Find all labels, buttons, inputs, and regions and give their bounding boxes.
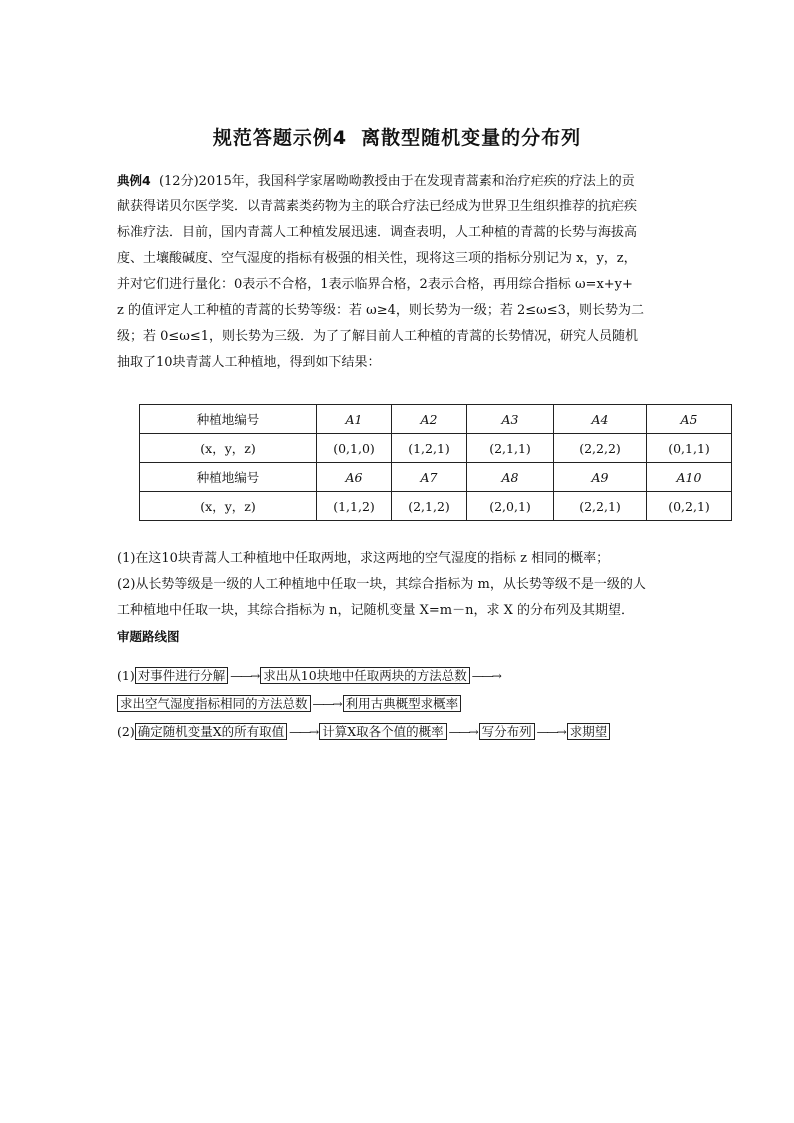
table-cell: A9 — [554, 463, 647, 492]
flow-2 — [117, 720, 679, 744]
table-cell: (1,1,2) — [317, 492, 392, 521]
table-header-cell: (x，y，z) — [140, 492, 317, 521]
table-row — [140, 434, 732, 463]
table-row — [140, 492, 732, 521]
table-cell: A1 — [317, 405, 392, 434]
example-line-6: z 的值评定人工种植的青蒿的长势等级：若 ω≥4，则长势为一级；若 2≤ω≤3，则长势为二 — [117, 303, 644, 318]
table-cell: (2,1,2) — [392, 492, 467, 521]
question-2-cont: 工种植地中任取一块，其综合指标为 n，记随机变量 X=m－n，求 X 的分布列及其期望． — [117, 603, 635, 618]
table-cell: (2,2,2) — [554, 434, 647, 463]
table-cell: A7 — [392, 463, 467, 492]
arrow-icon: ——→ — [312, 697, 341, 711]
table-row — [140, 463, 732, 492]
flow-step: 对事件进行分解 — [135, 667, 229, 684]
table-header-cell: 种植地编号 — [140, 405, 317, 434]
table-cell: A8 — [467, 463, 554, 492]
example-line-3: 标准疗法．目前，国内青蒿人工种植发展迅速．调查表明，人工种植的青蒿的长势与海拔高 — [117, 225, 638, 240]
example-line-2: 献获得诺贝尔医学奖．以青蒿素类药物为主的联合疗法已经成为世界卫生组织推荐的抗疟疾 — [117, 199, 638, 214]
table-cell: A6 — [317, 463, 392, 492]
example-label: 典例4 — [117, 173, 151, 188]
table-cell: A4 — [554, 405, 647, 434]
arrow-icon: ——→ — [230, 669, 259, 683]
arrow-icon: ——→ — [536, 725, 565, 739]
example-text — [117, 168, 679, 376]
flow-step: 求期望 — [567, 723, 611, 740]
table-cell: (0,1,0) — [317, 434, 392, 463]
table-cell: (0,1,1) — [647, 434, 732, 463]
example-line-5: 并对它们进行量化：0表示不合格，1表示临界合格，2表示合格，再用综合指标 ω=x+y+ — [117, 277, 633, 292]
question-1: (1)在这10块青蒿人工种植地中任取两地，求这两地的空气湿度的指标 z 相同的概率； — [117, 551, 610, 566]
table-row — [140, 405, 732, 434]
questions — [117, 546, 679, 650]
title-part2: 离散型随机变量的分布列 — [361, 127, 582, 149]
example-line-4: 度、土壤酸碱度、空气湿度的指标有极强的相关性，现将这三项的指标分别记为 x，y，z， — [117, 251, 637, 266]
flow-1-prefix: (1) — [117, 668, 135, 683]
flow-1 — [117, 664, 679, 688]
flow-1b — [117, 692, 679, 716]
table-cell: A2 — [392, 405, 467, 434]
table-cell: (0,2,1) — [647, 492, 732, 521]
table-cell: A3 — [467, 405, 554, 434]
title-part1: 规范答题示例4 — [212, 127, 348, 149]
arrow-icon: ——→ — [448, 725, 477, 739]
flow-step: 确定随机变量X的所有取值 — [135, 723, 287, 740]
example-line-1-text: (12分)2015年，我国科学家屠呦呦教授由于在发现青蒿素和治疗疟疾的疗法上的贡 — [158, 174, 635, 189]
arrow-icon: ——→ — [471, 669, 500, 683]
table-cell: (2,1,1) — [467, 434, 554, 463]
table-cell: (2,0,1) — [467, 492, 554, 521]
flow-step: 计算X取各个值的概率 — [319, 723, 446, 740]
table-cell: A10 — [647, 463, 732, 492]
table-header-cell: (x，y，z) — [140, 434, 317, 463]
example-line-7: 级；若 0≤ω≤1，则长势为三级．为了了解目前人工种植的青蒿的长势情况，研究人员随机 — [117, 329, 639, 344]
table-header-cell: 种植地编号 — [140, 463, 317, 492]
flow-2-prefix: (2) — [117, 724, 135, 739]
page-title — [0, 123, 794, 150]
flow-step: 写分布列 — [479, 723, 535, 740]
table-cell: (1,2,1) — [392, 434, 467, 463]
example-line-1 — [117, 168, 679, 194]
question-2: (2)从长势等级是一级的人工种植地中任取一块，其综合指标为 m，从长势等级不是一级的人 — [117, 577, 646, 592]
table-cell: (2,2,1) — [554, 492, 647, 521]
flow-step: 求出从10块地中任取两块的方法总数 — [260, 667, 469, 684]
flow-step: 利用古典概型求概率 — [343, 695, 462, 712]
arrow-icon: ——→ — [289, 725, 318, 739]
results-table — [139, 404, 732, 521]
flow-step: 求出空气湿度指标相同的方法总数 — [117, 695, 311, 712]
example-line-8: 抽取了10块青蒿人工种植地，得到如下结果： — [117, 355, 381, 370]
table-cell: A5 — [647, 405, 732, 434]
roadmap-label: 审题路线图 — [117, 629, 180, 644]
